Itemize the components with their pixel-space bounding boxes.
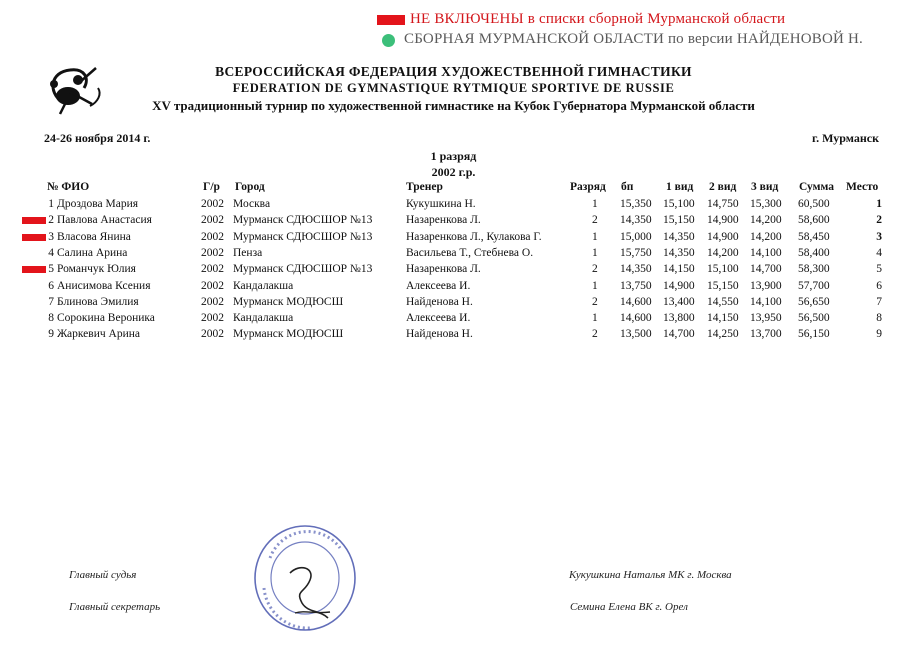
col-place: Место [846, 181, 879, 193]
cell-v1: 14,350 [663, 230, 695, 243]
cell-sum: 58,300 [798, 263, 830, 276]
cell-sum: 60,500 [798, 198, 830, 210]
col-v3: 3 вид [751, 181, 779, 193]
cell-v2: 14,750 [707, 198, 739, 210]
cell-sum: 58,450 [798, 230, 830, 243]
federation-title-ru: ВСЕРОССИЙСКАЯ ФЕДЕРАЦИЯ ХУДОЖЕСТВЕННОЙ ГИМНАСТИКИ [215, 64, 692, 79]
cell-v3: 14,700 [750, 263, 782, 276]
cell-place: 1 [876, 198, 882, 210]
category-title: 1 разряд [430, 149, 477, 163]
cell-rank: 1 [592, 230, 598, 243]
cell-num: 5 [48, 263, 54, 276]
legend-green-marker [382, 34, 395, 47]
official-stamp-icon [250, 518, 360, 638]
cell-v3: 15,300 [750, 198, 782, 210]
cell-name: Салина Арина [57, 246, 128, 259]
cell-sum: 57,700 [798, 279, 830, 292]
cell-city: Кандалакша [233, 312, 294, 325]
cell-v1: 13,400 [663, 295, 695, 308]
cell-v1: 14,150 [663, 263, 695, 276]
cell-place: 8 [876, 312, 882, 325]
cell-v2: 15,100 [707, 263, 739, 276]
cell-city: Мурманск МОДЮСШ [233, 295, 344, 308]
cell-city: Москва [233, 198, 271, 210]
cell-v2: 14,200 [707, 246, 739, 259]
cell-v2: 14,900 [707, 230, 739, 243]
cell-num: 8 [48, 312, 54, 325]
cell-place: 7 [876, 295, 882, 308]
cell-name: Анисимова Ксения [57, 279, 151, 292]
cell-v1: 13,800 [663, 312, 695, 325]
col-city: Город [235, 181, 265, 193]
cell-year: 2002 [201, 263, 224, 276]
col-rank: Разряд [570, 181, 606, 193]
col-v2: 2 вид [709, 181, 737, 193]
cell-place: 9 [876, 328, 882, 341]
cell-year: 2002 [201, 328, 224, 341]
cell-sum: 56,650 [798, 295, 830, 308]
cell-coach: Алексеева И. [406, 279, 471, 292]
cell-name: Жаркевич Арина [57, 328, 140, 341]
cell-rank: 2 [592, 214, 598, 227]
cell-rank: 1 [592, 312, 598, 325]
cell-num: 7 [48, 295, 54, 308]
cell-name: Блинова Эмилия [57, 295, 139, 308]
federation-title-fr: FEDERATION DE GYMNASTIQUE RYTMIQUE SPORTIVE DE RUSSIE [232, 81, 675, 95]
cell-name: Сорокина Вероника [57, 312, 155, 325]
cell-year: 2002 [201, 214, 224, 227]
cell-rank: 1 [592, 279, 598, 292]
cell-v3: 14,200 [750, 214, 782, 227]
cell-city: Пенза [233, 246, 263, 259]
cell-num: 3 [48, 230, 54, 243]
col-num-name: № ФИО [47, 181, 90, 193]
cell-rank: 1 [592, 198, 598, 210]
year-group-title: 2002 г.р. [431, 165, 476, 179]
cell-bp: 14,350 [620, 263, 652, 276]
cell-num: 9 [48, 328, 54, 341]
cell-v2: 15,150 [707, 279, 739, 292]
cell-coach: Найденова Н. [406, 328, 473, 341]
cell-v1: 15,150 [663, 214, 695, 227]
chief-secretary-name: Семина Елена ВК г. Орел [570, 601, 688, 613]
cell-city: Мурманск МОДЮСШ [233, 328, 344, 341]
cell-sum: 58,600 [798, 214, 830, 227]
cell-v1: 14,700 [663, 328, 695, 341]
cell-place: 4 [876, 246, 882, 259]
cell-sum: 56,150 [798, 328, 830, 341]
col-sum: Сумма [799, 181, 834, 193]
col-bp: бп [621, 181, 634, 193]
cell-num: 1 [48, 198, 54, 210]
event-dates: 24-26 ноября 2014 г. [44, 131, 151, 145]
cell-year: 2002 [201, 246, 224, 259]
cell-bp: 14,350 [620, 214, 652, 227]
chief-secretary-label: Главный секретарь [69, 601, 161, 613]
tournament-title: XV традиционный турнир по художественной гимнастике на Кубок Губернатора Мурманской области [152, 98, 755, 113]
cell-v3: 14,100 [750, 246, 782, 259]
chief-judge-name: Кукушкина Наталья МК г. Москва [569, 569, 732, 581]
cell-rank: 1 [592, 246, 598, 259]
cell-bp: 13,750 [620, 279, 652, 292]
cell-year: 2002 [201, 295, 224, 308]
cell-name: Власова Янина [57, 230, 131, 243]
cell-v2: 14,150 [707, 312, 739, 325]
cell-v1: 14,900 [663, 279, 695, 292]
cell-city: Кандалакша [233, 279, 294, 292]
cell-v3: 14,200 [750, 230, 782, 243]
cell-bp: 15,000 [620, 230, 652, 243]
cell-place: 3 [876, 230, 882, 243]
cell-v2: 14,250 [707, 328, 739, 341]
cell-bp: 13,500 [620, 328, 652, 341]
cell-year: 2002 [201, 279, 224, 292]
col-v1: 1 вид [666, 181, 694, 193]
cell-city: Мурманск СДЮСШОР №13 [233, 263, 373, 276]
chief-judge-label: Главный судья [69, 569, 137, 581]
cell-coach: Назаренкова Л., Кулакова Г. [406, 230, 542, 243]
cell-coach: Назаренкова Л. [406, 214, 481, 227]
cell-sum: 56,500 [798, 312, 830, 325]
cell-v2: 14,900 [707, 214, 739, 227]
legend-team-text: СБОРНАЯ МУРМАНСКОЙ ОБЛАСТИ по версии НАЙДЕНОВОЙ Н. [404, 31, 863, 47]
col-coach: Тренер [406, 181, 443, 193]
cell-sum: 58,400 [798, 246, 830, 259]
cell-coach: Алексеева И. [406, 312, 471, 325]
cell-city: Мурманск СДЮСШОР №13 [233, 214, 373, 227]
legend-excluded-text: НЕ ВКЛЮЧЕНЫ в списки сборной Мурманской области [410, 11, 786, 27]
event-city: г. Мурманск [812, 131, 880, 145]
cell-year: 2002 [201, 198, 224, 210]
cell-v3: 13,900 [750, 279, 782, 292]
cell-num: 2 [48, 214, 54, 227]
cell-v3: 13,950 [750, 312, 782, 325]
cell-num: 6 [48, 279, 54, 292]
cell-coach: Назаренкова Л. [406, 263, 481, 276]
cell-num: 4 [48, 246, 54, 259]
cell-v2: 14,550 [707, 295, 739, 308]
cell-name: Павлова Анастасия [57, 214, 152, 227]
cell-bp: 14,600 [620, 312, 652, 325]
cell-name: Романчук Юлия [57, 263, 136, 276]
cell-bp: 15,350 [620, 198, 652, 210]
cell-place: 5 [876, 263, 882, 276]
legend-red-marker [377, 15, 405, 25]
cell-v1: 14,350 [663, 246, 695, 259]
cell-place: 6 [876, 279, 882, 292]
cell-coach: Кукушкина Н. [406, 198, 476, 210]
cell-bp: 15,750 [620, 246, 652, 259]
cell-rank: 2 [592, 295, 598, 308]
cell-coach: Васильева Т., Стебнева О. [406, 246, 534, 259]
cell-city: Мурманск СДЮСШОР №13 [233, 230, 373, 243]
cell-coach: Найденова Н. [406, 295, 473, 308]
cell-v3: 14,100 [750, 295, 782, 308]
cell-year: 2002 [201, 312, 224, 325]
cell-place: 2 [876, 214, 882, 227]
cell-rank: 2 [592, 328, 598, 341]
cell-rank: 2 [592, 263, 598, 276]
cell-bp: 14,600 [620, 295, 652, 308]
cell-v1: 15,100 [663, 198, 695, 210]
cell-v3: 13,700 [750, 328, 782, 341]
col-year: Г/р [203, 181, 220, 193]
cell-year: 2002 [201, 230, 224, 243]
cell-name: Дроздова Мария [57, 198, 139, 210]
